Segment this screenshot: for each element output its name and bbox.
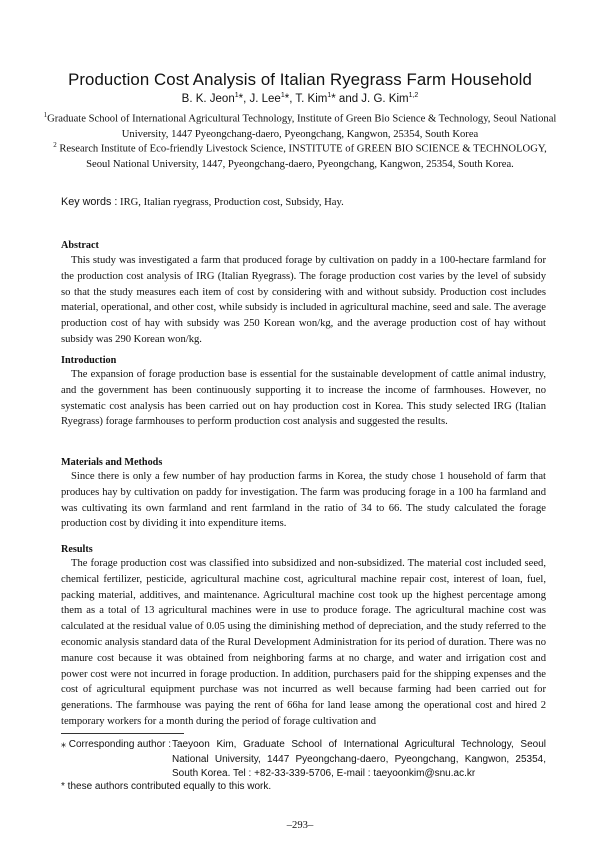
affiliation-1 xyxy=(40,108,560,142)
introduction-paragraph: The expansion of forage production base is essential for the sustainable development of cattle animal industry, and the government has been continuously supporting it to increase the income of farmhouses. However, no systematic cost analysis has been carried out on hay production cost in Korea. This study selected IRG (Italian Ryegrass) forage farmhouses to perform production cost analysis and suggested the results. xyxy=(61,369,546,428)
author-superscript: 1 xyxy=(280,92,285,99)
methods-paragraph: Since there is only a few number of hay production farms in Korea, the study chose 1 household of farm that produces hay by cultivation on paddy for investigation. The farm was producing forage in a 100 ha farmland and was cultivating its own farmland and rent farmland in the ratio of 34 to 66. The study calculated the forage production cost by dividing it into expenditure items. xyxy=(61,471,546,530)
abstract-paragraph: This study was investigated a farm that produced forage by cultivation on paddy in a 100-hectare farmland for the production cost analysis of IRG (Italian Ryegrass). The forage production cost varies by the level of subsidy so that the study measures each item of cost by considering with and without subsidy. Production cost includes material, operational, and other cost, while subsidy is included in agricultural machine, seed and sale. The average production cost of hay with subsidy was 250 Korean won/kg, and the average production cost of hay without subsidy was 290 Korean won/kg. xyxy=(61,255,546,345)
affiliation-superscript: 2 xyxy=(53,141,57,149)
affiliation-superscript: 1 xyxy=(43,111,48,119)
author-superscript: 1,2 xyxy=(408,92,419,99)
affiliation-text: Research Institute of Eco-friendly Livestock Science, INSTITUTE of GREEN BIO SCIENCE & TECHNOLOGY, Seoul National University, 1447, Pyeongchang-daero, Pyeongchang, Kangwon, 25354, South Korea. xyxy=(56,143,547,170)
keywords-list: IRG, Italian ryegrass, Production cost, Subsidy, Hay. xyxy=(117,197,344,208)
corresponding-author-label: ⁎ Corresponding author : xyxy=(61,739,172,750)
author-mark: *, xyxy=(284,92,293,105)
footnote-divider xyxy=(61,733,184,734)
author-name: T. Kim xyxy=(292,92,328,105)
corresponding-author-text: Taeyoon Kim, Graduate School of International Agricultural Technology, Seoul National University, 1447 Pyeongchang-daero, Pyeongchang, Kangwon, 25354, South Korea. Tel : +82-33-339-5706, E-mail : taeyoonkim@snu.ac.kr xyxy=(172,739,546,779)
section-heading-abstract: Abstract xyxy=(61,240,99,251)
author-superscript: 1 xyxy=(234,92,239,99)
author-mark: * and J. G. Kim xyxy=(331,92,409,105)
equal-contribution-note: * these authors contributed equally to this work. xyxy=(61,781,272,792)
author-name: J. Lee xyxy=(246,92,281,105)
author-superscript: 1 xyxy=(327,92,332,99)
page-number: –293– xyxy=(286,820,314,831)
section-heading-introduction: Introduction xyxy=(61,355,117,366)
section-heading-methods: Materials and Methods xyxy=(61,457,163,468)
keywords-label: Key words : xyxy=(61,196,118,208)
paper-title: Production Cost Analysis of Italian Ryegrass Farm Household xyxy=(68,70,532,89)
section-heading-results: Results xyxy=(61,544,93,555)
author-mark: *, xyxy=(238,92,247,105)
affiliation-text: Graduate School of International Agricultural Technology, Institute of Green Bio Science & Technology, Seoul National University, 1447 Pyeongchang-daero, Pyeongchang, Kangwon, 25354, South Korea xyxy=(47,113,557,140)
author-line xyxy=(0,92,600,105)
keywords xyxy=(61,196,344,208)
author-name: B. K. Jeon xyxy=(181,92,235,105)
affiliation-2 xyxy=(40,138,560,172)
results-paragraph: The forage production cost was classified into subsidized and non-subsidized. The material cost included seed, chemical fertilizer, pesticide, agricultural machine cost, agricultural machine repair cost, interest of loan, fuel, packing material, additives, and maintenance. Agricultural machine cost took up the highest percentage among them as a total of 13 agricultural machines were in use to produce forage. The agricultural machine cost was calculated at the residual value of 0.05 using the diminishing method of depreciation, and the study referred to the economic analysis standard data of the Rural Development Administration for its period of duration. There was no manure cost because it was obtained from neighboring farms at no charge, and water and irrigation cost and power cost were not incurred in forage production. In addition, purchasers paid for the shipping expenses and the cost of agricultural equipment purchase was not incurred as well because farming had been carried out for generations. The farmhouse was paying the rent of 66ha for land lease among the operational cost and hired 2 temporary workers for a month during the period of forage cultivation and xyxy=(61,558,546,727)
